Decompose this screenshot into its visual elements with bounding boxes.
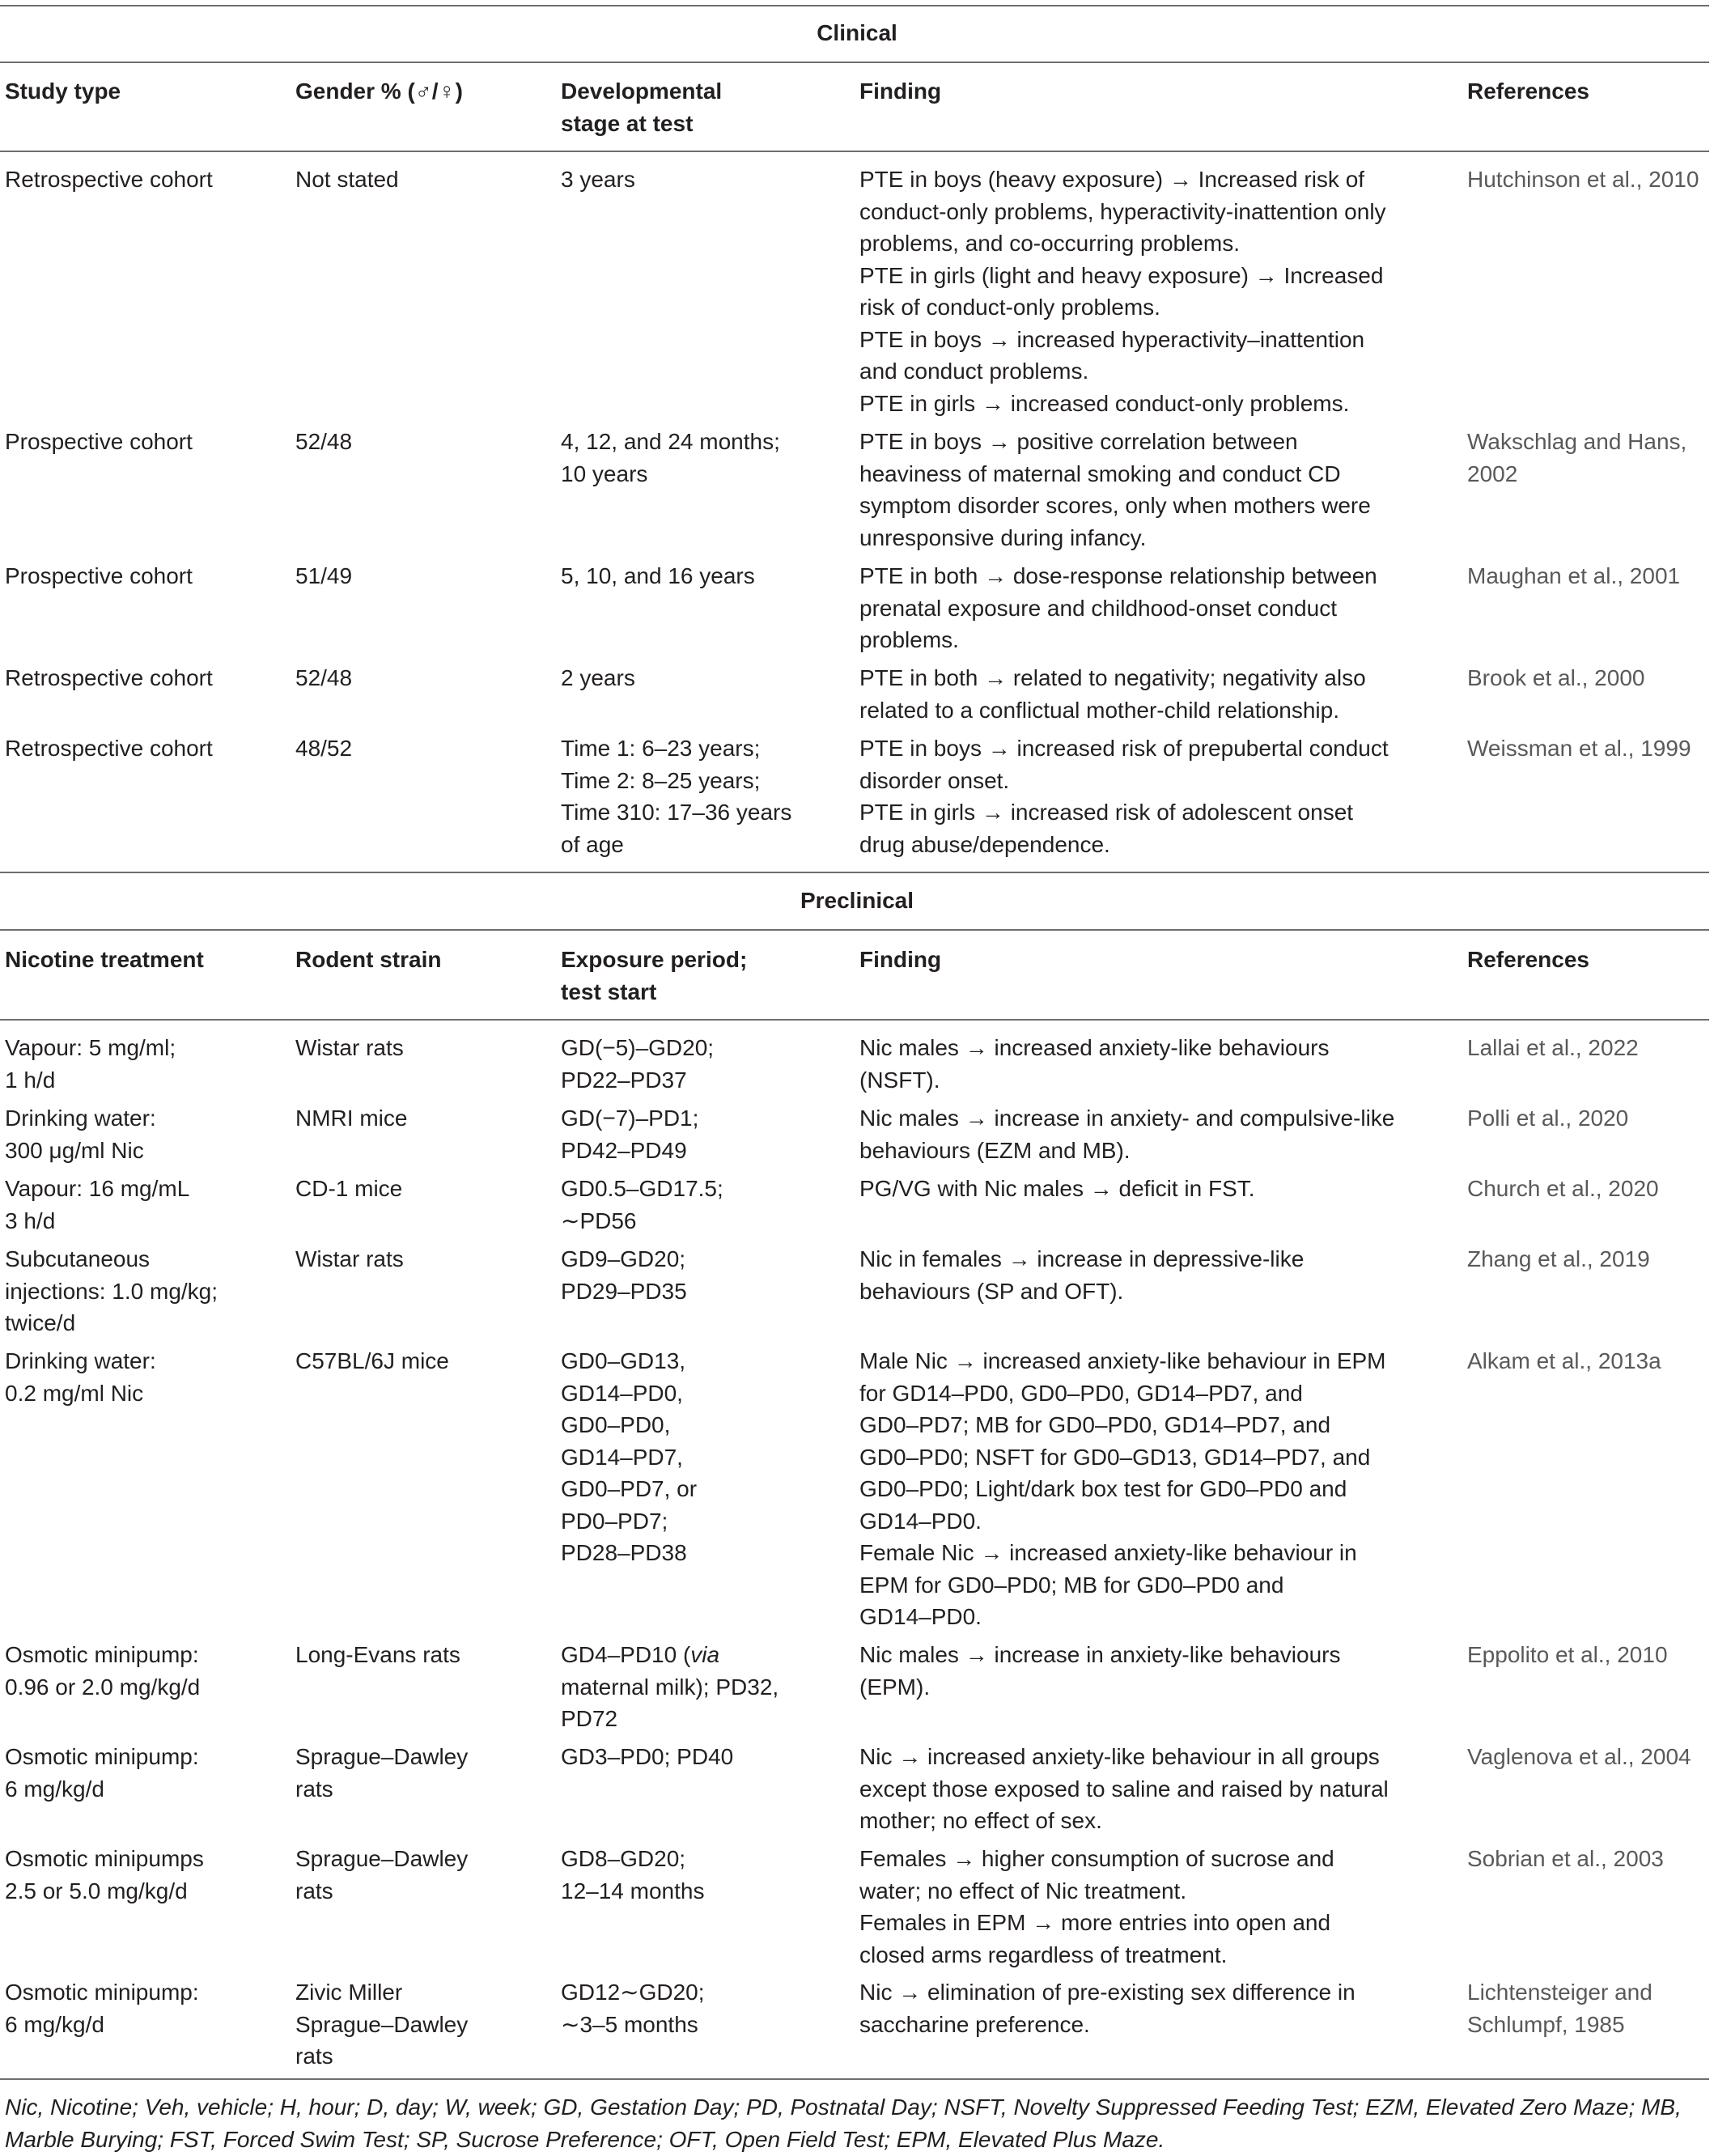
- preclinical-row-7-period: GD3–PD0; PD40: [561, 1744, 734, 1769]
- preclinical-row-6-finding: Nic males → increase in anxiety-like behaviours (EPM).: [859, 1642, 1341, 1700]
- preclinical-row-5-period: GD0–GD13, GD14–PD0, GD0–PD0, GD14–PD7, GD0–PD7, or PD0–PD7; PD28–PD38: [561, 1348, 698, 1565]
- preclinical-row-4-finding: Nic in females → increase in depressive-like behaviours (SP and OFT).: [859, 1246, 1305, 1304]
- clinical-row-2-reference: Wakschlag and Hans, 2002: [1467, 429, 1687, 486]
- preclinical-row-2-strain: NMRI mice: [295, 1106, 408, 1131]
- rule-top: [0, 5, 1709, 6]
- clinical-row-2-finding: PTE in boys → positive correlation between heaviness of maternal smoking and conduct CD symptom disorder scores, only when mothers were unresponsive during infancy.: [859, 429, 1371, 550]
- rule-clinical-end: [0, 872, 1709, 873]
- preclinical-header-references: References: [1467, 947, 1589, 972]
- preclinical-row-6-period: GD4–PD10 (via maternal milk); PD32, PD72: [561, 1642, 779, 1731]
- preclinical-row-1-strain: Wistar rats: [295, 1035, 404, 1060]
- preclinical-row-1-reference: Lallai et al., 2022: [1467, 1035, 1639, 1060]
- preclinical-row-5-finding: Male Nic → increased anxiety-like behaviour in EPM for GD14–PD0, GD0–PD0, GD14–PD7, and GD0–PD7; MB for GD0–PD0, GD14–PD7, and GD0–PD0; NSFT for GD0–GD13, GD14–PD7, and GD0–PD0; Light/dark box test for GD0–PD0 and GD14–PD0. Female Nic → increased anxiety-like behaviour in EPM for GD0–PD0; MB for GD0–PD0 and GD14–PD0.: [859, 1348, 1386, 1629]
- preclinical-row-7-reference: Vaglenova et al., 2004: [1467, 1744, 1691, 1769]
- clinical-row-2-stage: 4, 12, and 24 months; 10 years: [561, 429, 780, 486]
- clinical-row-3-stage: 5, 10, and 16 years: [561, 563, 755, 588]
- clinical-header-study-type: Study type: [5, 79, 121, 104]
- preclinical-row-2-treatment: Drinking water: 300 μg/ml Nic: [5, 1106, 156, 1163]
- preclinical-row-9-finding: Nic → elimination of pre-existing sex difference in saccharine preference.: [859, 1980, 1356, 2037]
- rule-clinical-title: [0, 62, 1709, 63]
- preclinical-row-8-treatment: Osmotic minipumps 2.5 or 5.0 mg/kg/d: [5, 1846, 204, 1903]
- clinical-row-5-gender: 48/52: [295, 736, 353, 761]
- table-footnote: Nic, Nicotine; Veh, vehicle; H, hour; D, day; W, week; GD, Gestation Day; PD, Postnatal Day; NSFT, Novelty Suppressed Feeding Test; EZM, Elevated Zero Maze; MB, Marble Burying; FST, Forced Swim Test; SP, Sucrose Preference; OFT, Open Field Test; EPM, Elevated Plus Maze.: [5, 2094, 1682, 2152]
- preclinical-row-6-strain: Long-Evans rats: [295, 1642, 460, 1667]
- preclinical-row-7-finding: Nic → increased anxiety-like behaviour in all groups except those exposed to saline and raised by natural mother; no effect of sex.: [859, 1744, 1389, 1833]
- preclinical-row-2-period: GD(−7)–PD1; PD42–PD49: [561, 1106, 699, 1163]
- preclinical-row-3-treatment: Vapour: 16 mg/mL 3 h/d: [5, 1176, 190, 1233]
- rule-preclinical-title: [0, 929, 1709, 931]
- clinical-header-stage: Developmental stage at test: [561, 79, 723, 136]
- clinical-row-1-finding: PTE in boys (heavy exposure) → Increased risk of conduct-only problems, hyperactivity-inattention only problems, and co-occurring problems. PTE in girls (light and heavy exposure) → Increased risk of conduct-only problems. PTE in boys → increased hyperactivity–inattention and conduct problems. PTE in girls → increased conduct-only problems.: [859, 167, 1386, 416]
- preclinical-row-8-reference: Sobrian et al., 2003: [1467, 1846, 1664, 1871]
- clinical-row-5-finding: PTE in boys → increased risk of prepubertal conduct disorder onset. PTE in girls → increased risk of adolescent onset drug abuse/dependence.: [859, 736, 1389, 857]
- clinical-row-4-study-type: Retrospective cohort: [5, 665, 213, 690]
- preclinical-row-5-reference: Alkam et al., 2013a: [1467, 1348, 1661, 1373]
- clinical-header-gender: Gender % (♂/♀): [295, 79, 463, 104]
- clinical-row-4-gender: 52/48: [295, 665, 353, 690]
- clinical-row-3-reference: Maughan et al., 2001: [1467, 563, 1681, 588]
- clinical-row-5-reference: Weissman et al., 1999: [1467, 736, 1691, 761]
- preclinical-row-9-period: GD12∼GD20; ∼3–5 months: [561, 1980, 705, 2037]
- clinical-row-3-gender: 51/49: [295, 563, 353, 588]
- preclinical-row-3-reference: Church et al., 2020: [1467, 1176, 1659, 1201]
- clinical-row-3-study-type: Prospective cohort: [5, 563, 193, 588]
- clinical-row-1-stage: 3 years: [561, 167, 635, 192]
- clinical-row-1-reference: Hutchinson et al., 2010: [1467, 167, 1699, 192]
- preclinical-header-period: Exposure period; test start: [561, 947, 748, 1004]
- preclinical-row-7-treatment: Osmotic minipump: 6 mg/kg/d: [5, 1744, 199, 1802]
- preclinical-row-4-strain: Wistar rats: [295, 1246, 404, 1271]
- preclinical-row-4-reference: Zhang et al., 2019: [1467, 1246, 1650, 1271]
- clinical-row-4-finding: PTE in both → related to negativity; negativity also related to a conflictual mother-child relationship.: [859, 665, 1366, 723]
- preclinical-header-finding: Finding: [859, 947, 942, 972]
- preclinical-row-1-finding: Nic males → increased anxiety-like behaviours (NSFT).: [859, 1035, 1330, 1093]
- preclinical-row-6-treatment: Osmotic minipump: 0.96 or 2.0 mg/kg/d: [5, 1642, 201, 1700]
- rule-clinical-header: [0, 151, 1709, 152]
- preclinical-row-2-reference: Polli et al., 2020: [1467, 1106, 1629, 1131]
- preclinical-row-7-strain: Sprague–Dawley rats: [295, 1744, 469, 1802]
- preclinical-row-5-treatment: Drinking water: 0.2 mg/ml Nic: [5, 1348, 156, 1406]
- clinical-header-finding: Finding: [859, 79, 942, 104]
- rule-bottom: [0, 2078, 1709, 2080]
- clinical-row-3-finding: PTE in both → dose-response relationship between prenatal exposure and childhood-onset conduct problems.: [859, 563, 1377, 652]
- preclinical-row-1-period: GD(−5)–GD20; PD22–PD37: [561, 1035, 715, 1093]
- clinical-row-5-study-type: Retrospective cohort: [5, 736, 213, 761]
- preclinical-row-4-treatment: Subcutaneous injections: 1.0 mg/kg; twice/d: [5, 1246, 218, 1335]
- preclinical-header-strain: Rodent strain: [295, 947, 442, 972]
- clinical-row-2-gender: 52/48: [295, 429, 353, 454]
- preclinical-row-3-period: GD0.5–GD17.5; ∼PD56: [561, 1176, 723, 1233]
- rule-preclinical-header: [0, 1019, 1709, 1021]
- preclinical-row-1-treatment: Vapour: 5 mg/ml; 1 h/d: [5, 1035, 176, 1093]
- preclinical-row-6-reference: Eppolito et al., 2010: [1467, 1642, 1668, 1667]
- clinical-row-1-gender: Not stated: [295, 167, 399, 192]
- preclinical-row-8-strain: Sprague–Dawley rats: [295, 1846, 469, 1903]
- preclinical-row-3-finding: PG/VG with Nic males → deficit in FST.: [859, 1176, 1255, 1201]
- clinical-row-4-reference: Brook et al., 2000: [1467, 665, 1645, 690]
- preclinical-row-5-strain: C57BL/6J mice: [295, 1348, 449, 1373]
- preclinical-row-4-period: GD9–GD20; PD29–PD35: [561, 1246, 687, 1304]
- preclinical-row-8-finding: Females → higher consumption of sucrose and water; no effect of Nic treatment. Females in EPM → more entries into open and closed arms regardless of treatment.: [859, 1846, 1334, 1967]
- clinical-row-4-stage: 2 years: [561, 665, 635, 690]
- clinical-title: Clinical: [817, 20, 897, 45]
- clinical-header-references: References: [1467, 79, 1589, 104]
- clinical-row-2-study-type: Prospective cohort: [5, 429, 193, 454]
- preclinical-row-2-finding: Nic males → increase in anxiety- and compulsive-like behaviours (EZM and MB).: [859, 1106, 1395, 1163]
- preclinical-row-3-strain: CD-1 mice: [295, 1176, 403, 1201]
- preclinical-row-9-treatment: Osmotic minipump: 6 mg/kg/d: [5, 1980, 199, 2037]
- preclinical-row-8-period: GD8–GD20; 12–14 months: [561, 1846, 705, 1903]
- clinical-row-1-study-type: Retrospective cohort: [5, 167, 213, 192]
- clinical-row-5-stage: Time 1: 6–23 years; Time 2: 8–25 years; Time 310: 17–36 years of age: [561, 736, 792, 857]
- preclinical-title: Preclinical: [800, 888, 914, 913]
- preclinical-row-9-reference: Lichtensteiger and Schlumpf, 1985: [1467, 1980, 1652, 2037]
- preclinical-row-9-strain: Zivic Miller Sprague–Dawley rats: [295, 1980, 469, 2069]
- preclinical-header-treatment: Nicotine treatment: [5, 947, 204, 972]
